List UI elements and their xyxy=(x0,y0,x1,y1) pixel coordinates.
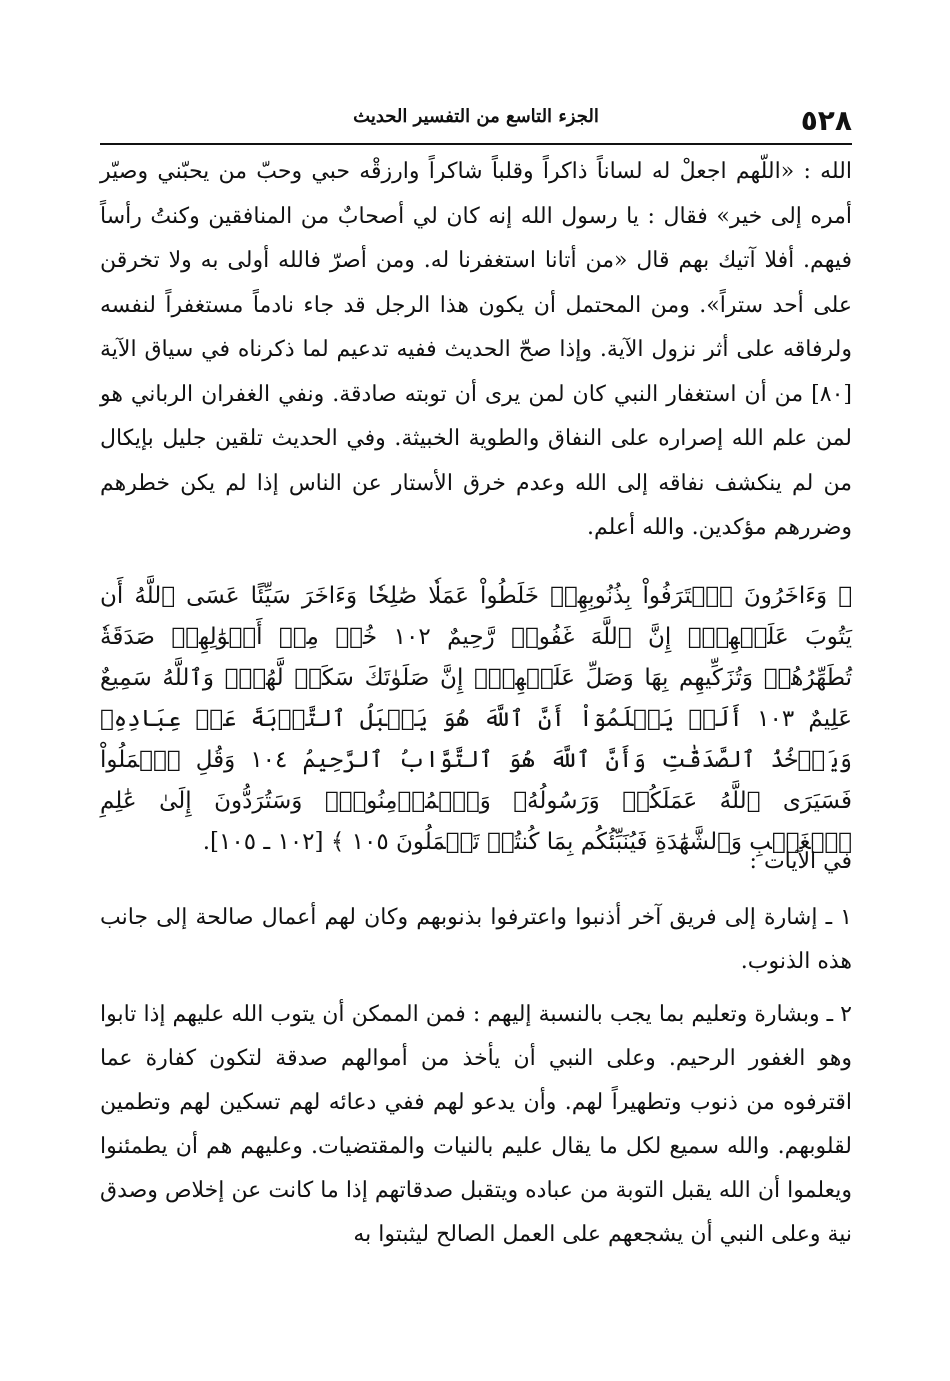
section-heading: في الآيات : xyxy=(749,849,852,874)
verses-text: ﴿ وَءَاخَرُونَ ٱعۡتَرَفُواْ بِذُنُوبِهِمۡ خَلَطُواْ عَمَلٗا صَٰلِحٗا وَءَاخَرَ سَيِّئًا عَسَى ٱللَّهُ أَن يَتُوبَ عَلَيۡهِمۡۚ إِنَّ ٱللَّهَ غَفُورٞ رَّحِيمٌ ١٠٢ خُذۡ مِنۡ أَمۡوَٰلِهِمۡ صَدَقَةٗ تُطَهِّرُهُمۡ وَتُزَكِّيهِم بِهَا وَصَلِّ عَلَيۡهِمۡۖ إِنَّ صَلَوٰتَكَ سَكَنٞ لَّهُمۡۗ وَٱللَّهُ سَمِيعٌ عَلِيمٌ ١٠٣ أَلَمۡ يَعۡلَمُوٓاْ أَنَّ ٱللَّهَ هُوَ يَقۡبَلُ ٱلتَّوۡبَةَ عَنۡ عِبَادِهِۦ وَيَأۡخُذُ ٱلصَّدَقَٰتِ وَأَنَّ ٱللَّهَ هُوَ ٱلتَّوَّابُ ٱلرَّحِيمُ ١٠٤ وَقُلِ ٱعۡمَلُواْ فَسَيَرَى ٱللَّهُ عَمَلَكُمۡ وَرَسُولُهُۥ وَٱلۡمُؤۡمِنُونَۖ وَسَتُرَدُّونَ إِلَىٰ عَٰلِمِ ٱلۡغَيۡبِ وَٱلشَّهَٰدَةِ فَيُنَبِّئُكُم بِمَا كُنتُمۡ تَعۡمَلُونَ ١٠٥ ﴾ [١٠٢ ـ ١٠٥]. xyxy=(100,583,853,855)
point-item: ١ ـ إشارة إلى فريق آخر أذنبوا واعترفوا بذنوبهم وكان لهم أعمال صالحة إلى جانب هذه الذنوب. xyxy=(100,905,852,974)
running-title: الجزء التاسع من التفسير الحديث xyxy=(353,106,599,127)
header-divider xyxy=(100,143,852,145)
page-number: ٥٢٨ xyxy=(800,104,852,137)
commentary-paragraph: الله : «اللّهم اجعلْ له لساناً ذاكراً وقلباً شاكراً وارزقْه حبي وحبّ من يحبّني وصيّر أمره إلى خير» فقال : يا رسول الله إنه كان لي أصحابٌ من المنافقين وكنتُ رأساً فيهم. أفلا آتيك بهم قال «من أتانا استغفرنا له. ومن أصرّ فالله أولى به ولا تخرقن على أحد ستراً». ومن المحتمل أن يكون هذا الرجل قد جاء نادماً مستغفراً لنفسه ولرفاقه على أثر نزول الآية. وإذا صحّ الحديث ففيه تدعيم لما ذكرناه في سياق الآية [٨٠] من أن استغفار النبي كان لمن يرى أن توبته صادقة. ونفي الغفران الرباني هو لمن علم الله إصراره على النفاق والطوية الخبيثة. وفي الحديث تلقين جليل بإيكال من لم ينكشف نفاقه إلى الله وعدم خرق الأستار عن الناس إذا لم يكن خطرهم وضررهم مؤكدين. والله أعلم. xyxy=(100,159,852,540)
page-header xyxy=(100,100,852,140)
point-item: ٢ ـ وبشارة وتعليم بما يجب بالنسبة إليهم : فمن الممكن أن يتوب الله عليهم إذا تابوا وهو الغفور الرحيم. وعلى النبي أن يأخذ من أموالهم صدقة لتكون كفارة عما اقترفوه من ذنوب وتطهيراً لهم. وأن يدعو لهم ففي دعائه لهم تسكين لهم وتطمين لقلوبهم. والله سميع لكل ما يقال عليم بالنيات والمقتضيات. وعليهم هم أن يطمئنوا ويعلموا أن الله يقبل التوبة من عباده ويتقبل صدقاتهم إذا ما كانت عن إخلاص وصدق نية وعلى النبي أن يشجعهم على العمل الصالح ليثبتوا به xyxy=(100,1002,852,1247)
points-list xyxy=(100,896,852,1266)
quran-verses xyxy=(100,576,852,863)
commentary-text xyxy=(100,150,852,551)
